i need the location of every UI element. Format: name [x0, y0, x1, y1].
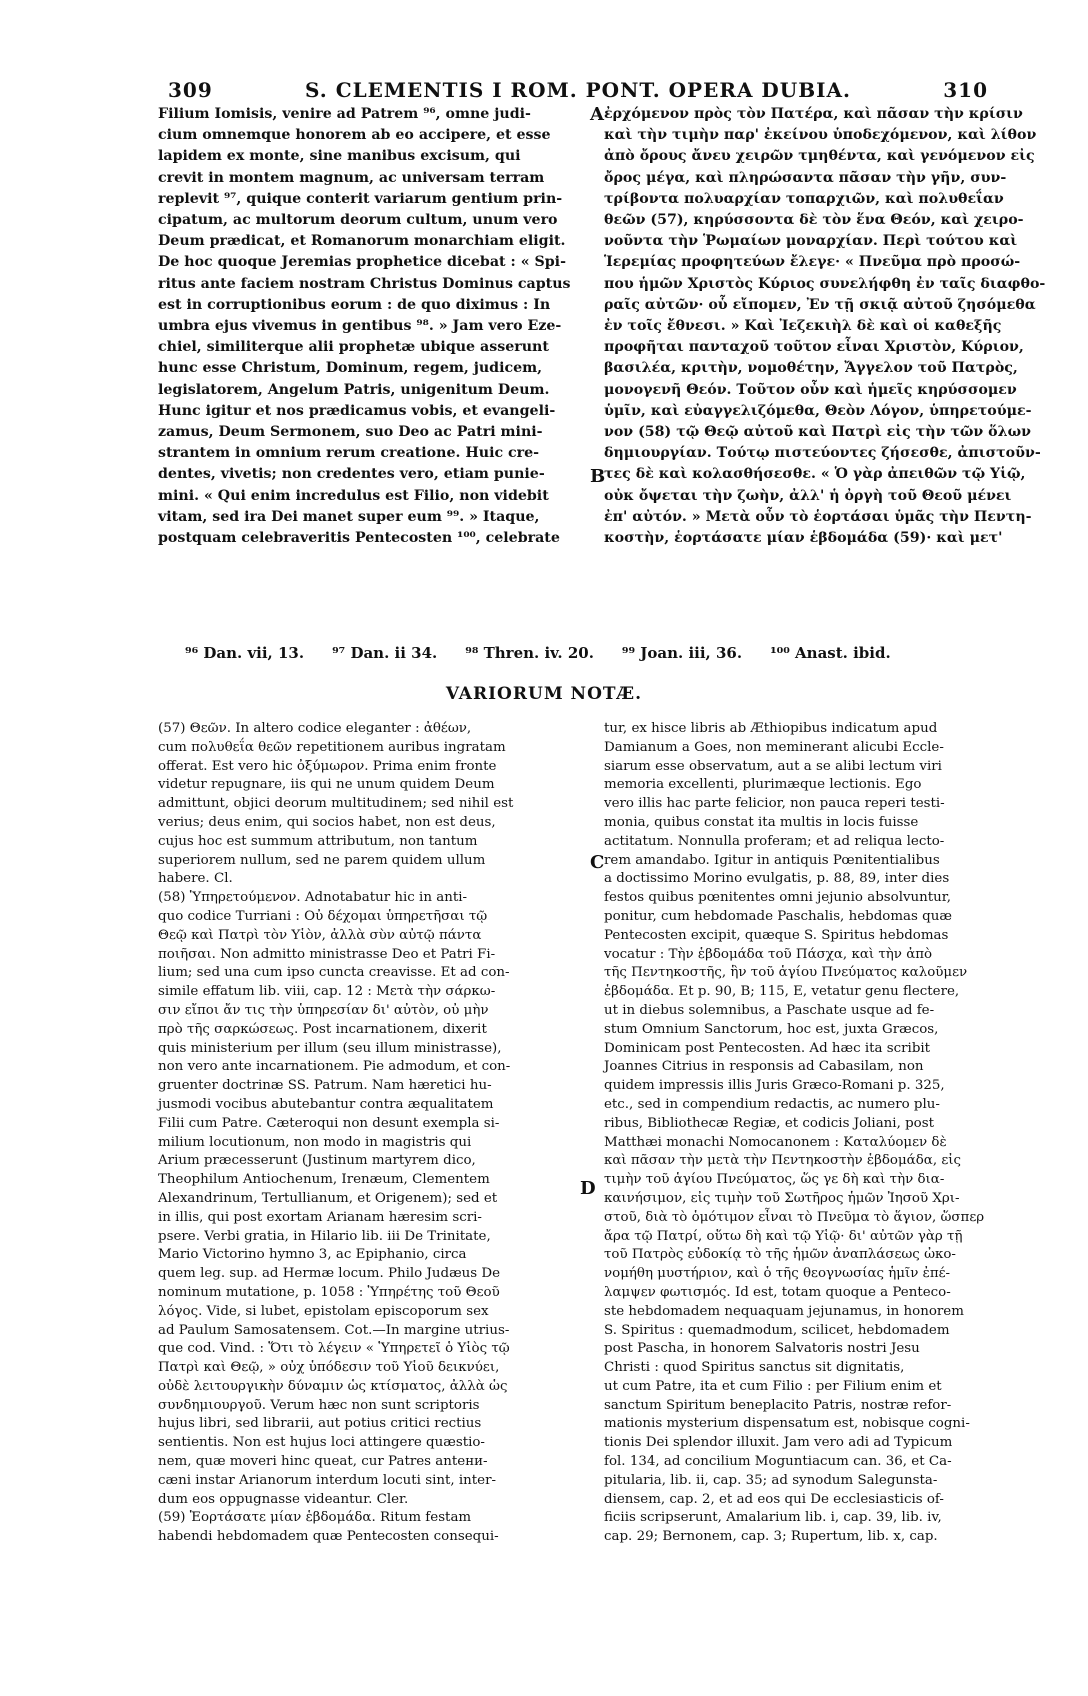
latin-text-line: chiel, similiterque alii prophetæ ubique asserunt — [158, 339, 549, 356]
running-header — [168, 78, 988, 104]
note-text-line: actitatum. Nonnulla proferam; et ad reliqua lecto- — [604, 833, 945, 849]
latin-text-line: est in corruptionibus eorum : de quo diximus : In — [158, 296, 551, 313]
note-text-line: verius; deus enim, qui socios habet, non est deus, — [158, 814, 496, 830]
note-text-line: ut cum Patre, ita et cum Filio : per Filium enim et — [604, 1378, 942, 1394]
greek-text-line: ὄρος μέγα, καὶ πληρώσαντα πᾶσαν τὴν γῆν, συν- — [604, 169, 1007, 186]
latin-text-line: Hunc igitur et nos prædicamus vobis, et evangeli- — [158, 402, 556, 419]
footnote-reference: ⁹⁶ Dan. vii, 13. — [185, 644, 305, 662]
latin-text-line: crevit in montem magnum, ac universam terram — [158, 169, 545, 186]
latin-text-line: replevit ⁹⁷, quique conterit variarum gentium prin- — [158, 190, 563, 207]
note-text-line: offerat. Est vero hic ὀξύμωρον. Prima enim fronte — [158, 758, 497, 774]
note-text-line: S. Spiritus : quemadmodum, scilicet, hebdomadem — [604, 1322, 950, 1338]
note-text-line: rem amandabo. Igitur in antiquis Pœnitentialibus — [604, 852, 940, 868]
note-text-line: cum πολυθεΐα θεῶν repetitionem auribus ingratam — [158, 739, 506, 755]
latin-text-line: cipatum, ac multorum deorum cultum, unum vero — [158, 212, 558, 229]
note-text-line: ribus, Bibliothecæ Regiæ, et codicis Joliani, post — [604, 1115, 934, 1131]
greek-text-line: που ἡμῶν Χριστὸς Κύριος συνελήφθη ἐν ταῖς διαφθο- — [604, 275, 1046, 292]
note-text-line: festos quibus pœnitentes omni jejunio absolvuntur, — [604, 890, 951, 906]
note-text-line: sanctum Spiritum beneplacito Patris, nostræ refor- — [604, 1397, 952, 1413]
greek-text-line: τρίβοντα πολυαρχίαν τοπαρχιῶν, καὶ πολυθεΐαν — [604, 190, 1004, 207]
note-text-line: tionis Dei splendor illuxit. Jam vero adi ad Typicum — [604, 1435, 953, 1451]
latin-text-column — [158, 104, 586, 624]
note-text-line: Πατρὶ καὶ Θεῷ, » οὐχ ὑπόδεσιν τοῦ Υἱοῦ δεικνύει, — [158, 1360, 500, 1376]
note-text-line: Matthæi monachi Nomocanonem : Καταλύομεν δὲ — [604, 1134, 947, 1150]
note-text-line: cap. 29; Bernonem, cap. 3; Rupertum, lib. x, cap. — [604, 1529, 938, 1545]
note-text-line: cæni instar Arianorum interdum locuti sint, inter- — [158, 1472, 497, 1488]
note-text-line: nominum mutatione, p. 1058 : Ὑπηρέτης τοῦ Θεοῦ — [158, 1284, 500, 1300]
notes-left-column — [158, 720, 586, 1610]
note-text-line: ficiis scripserunt, Amalarium lib. i, cap. 39, lib. iv, — [604, 1510, 942, 1526]
latin-text-line: dentes, vivetis; non credentes vero, etiam punie- — [158, 466, 545, 483]
footnote-reference: ¹⁰⁰ Anast. ibid. — [770, 644, 891, 662]
note-text-line: psere. Verbi gratia, in Hilario lib. iii De Trinitate, — [158, 1228, 491, 1244]
greek-text-line: κοστὴν, ἑορτάσατε μίαν ἑβδομάδα (59)· καὶ μετ' — [604, 530, 1003, 547]
latin-text-line: Filium Iomisis, venire ad Patrem ⁹⁶, omne judi- — [158, 106, 531, 122]
note-text-line: Pentecosten excipit, quæque S. Spiritus hebdomas — [604, 927, 949, 943]
latin-text-line: De hoc quoque Jeremias prophetice dicebat : « Spi- — [158, 254, 566, 271]
note-text-line: hujus libri, sed librarii, aut potius critici rectius — [158, 1416, 482, 1432]
note-text-line: καὶ πᾶσαν τὴν μετὰ τὴν Πεντηκοστὴν ἑβδομάδα, εἰς — [604, 1153, 962, 1169]
running-title: S. CLEMENTIS I ROM. PONT. OPERA DUBIA. — [305, 78, 851, 102]
latin-text-line: cium omnemque honorem ab eo accipere, et esse — [158, 127, 551, 144]
note-text-line: Θεῷ καὶ Πατρὶ τὸν Υἱὸν, ἀλλὰ σὺν αὐτῷ πάντα — [158, 927, 482, 943]
note-text-line: ut in diebus solemnibus, a Paschate usque ad fe- — [604, 1002, 935, 1018]
note-text-line: ad Paulum Samosatensem. Cot.—In margine utrius- — [158, 1322, 510, 1338]
latin-text-line: umbra ejus vivemus in gentibus ⁹⁸. » Jam vero Eze- — [158, 318, 562, 335]
note-text-line: a doctissimo Morino evulgatis, p. 88, 89, inter dies — [604, 871, 950, 887]
note-text-line: stum Omnium Sanctorum, hoc est, juxta Græcos, — [604, 1021, 939, 1037]
note-text-line: quidem impressis illis Juris Græco-Romani p. 325, — [604, 1078, 945, 1094]
note-text-line: στοῦ, διὰ τὸ ὁμότιμον εἶναι τὸ Πνεῦμα τὸ ἅγιον, ὥσπερ — [604, 1209, 985, 1225]
latin-text-line: vitam, sed ira Dei manet super eum ⁹⁹. » Itaque, — [158, 508, 540, 525]
note-text-line: post Pascha, in honorem Salvatoris nostri Jesu — [604, 1341, 920, 1357]
greek-text-line: ἐπ' αὐτόν. » Μετὰ οὖν τὸ ἑορτάσαι ὑμᾶς τὴν Πεντη- — [604, 508, 1032, 525]
greek-text-line: ἐρχόμενον πρὸς τὸν Πατέρα, καὶ πᾶσαν τὴν κρίσιν — [604, 106, 1023, 122]
footnote-reference: ⁹⁷ Dan. ii 34. — [332, 644, 438, 662]
note-text-line: Filii cum Patre. Cæteroqui non desunt exempla si- — [158, 1115, 500, 1131]
note-text-line: (59) Ἑορτάσατε μίαν ἑβδομάδα. Ritum festam — [158, 1510, 472, 1526]
note-text-line: mationis mysterium dispensatum est, nobisque cogni- — [604, 1416, 970, 1432]
greek-text-line: Ἱερεμίας προφητεύων ἔλεγε· « Πνεῦμα πρὸ προσώ- — [604, 254, 1021, 271]
note-text-line: Arium præcesserunt (Justinum martyrem dico, — [158, 1153, 476, 1169]
note-text-line: siarum esse observatum, aut a se alibi lectum viri — [604, 758, 942, 774]
note-text-line: συνδημιουργοῦ. Verum hæc non sunt scriptoris — [158, 1397, 480, 1413]
note-text-line: ἄρα τῷ Πατρί, οὕτω δὴ καὶ τῷ Υἱῷ· δι' αὐτῶν γὰρ τῇ — [604, 1228, 963, 1244]
note-text-line: gruenter doctrinæ SS. Patrum. Nam hæretici hu- — [158, 1078, 492, 1094]
latin-text-line: mini. « Qui enim incredulus est Filio, non videbit — [158, 487, 549, 504]
note-text-line: memoria excellenti, plurimæque lectionis. Ego — [604, 777, 922, 793]
note-text-line: Joannes Citrius in responsis ad Cabasilam, non — [604, 1059, 924, 1075]
greek-text-line: οὐκ ὄψεται τὴν ζωὴν, ἀλλ' ἡ ὀργὴ τοῦ Θεοῦ μένει — [604, 487, 1012, 504]
note-text-line: videtur repugnare, iis qui ne unum quidem Deum — [158, 777, 495, 793]
latin-text-line: Deum prædicat, et Romanorum monarchiam eligit. — [158, 233, 566, 250]
note-text-line: diensem, cap. 2, et ad eos qui De ecclesiasticis of- — [604, 1491, 944, 1507]
note-text-line: Damianum a Goes, non meminerant alicubi Eccle- — [604, 739, 944, 755]
greek-text-line: προφῆται πανταχοῦ τοῦτον εἶναι Χριστὸν, Κύριον, — [604, 339, 1024, 356]
note-text-line: quis ministerium per illum (seu illum ministrasse), — [158, 1040, 502, 1056]
greek-text-line: δημιουργίαν. Τούτῳ πιστεύοντες ζήσεσθε, ἀπιστοῦν- — [604, 445, 1041, 462]
note-text-line: superiorem nullum, sed ne parem quidem ullum — [158, 852, 486, 868]
note-text-line: fol. 134, ad concilium Moguntiacum can. 36, et Ca- — [604, 1454, 952, 1470]
greek-text-line: βασιλέα, κριτὴν, νομοθέτην, Ἄγγελον τοῦ Πατρὸς, — [604, 360, 1018, 377]
page-number-left: 309 — [168, 78, 213, 102]
greek-text-line: ἐν τοῖς ἔθνεσι. » Καὶ Ἰεζεκιὴλ δὲ καὶ οἱ καθεξῆς — [604, 318, 1002, 335]
note-text-line: (57) Θεῶν. In altero codice eleganter : ἀθέων, — [158, 721, 472, 736]
note-text-line: in illis, qui post exortam Arianam hæresim scri- — [158, 1209, 482, 1225]
note-text-line: vocatur : Τὴν ἑβδομάδα τοῦ Πάσχα, καὶ τὴν ἀπὸ — [604, 946, 933, 962]
note-text-line: ste hebdomadem nequaquam jejunamus, in honorem — [604, 1303, 964, 1319]
note-text-line: quem leg. sup. ad Hermæ locum. Philo Judæus De — [158, 1266, 501, 1282]
note-text-line: simile effatum lib. viii, cap. 12 : Μετὰ τὴν σάρκω- — [158, 984, 496, 1000]
note-text-line: admittunt, objici deorum multitudinem; sed nihil est — [158, 796, 514, 812]
footnote-reference: ⁹⁹ Joan. iii, 36. — [621, 644, 743, 662]
note-text-line: monia, quibus constat ita multis in locis fuisse — [604, 814, 919, 830]
section-marker-d: D — [580, 1178, 596, 1199]
note-text-line: Christi : quod Spiritus sanctus sit dignitatis, — [604, 1360, 905, 1376]
note-text-line: dum eos oppugnasse videantur. Cler. — [158, 1491, 409, 1507]
note-text-line: Dominicam post Pentecosten. Ad hæc ita scribit — [604, 1040, 931, 1056]
note-text-line: sentientis. Non est hujus loci attingere quæstio- — [158, 1435, 485, 1451]
section-marker-a: A — [590, 104, 604, 125]
note-text-line: cujus hoc est summum attributum, non tantum — [158, 833, 478, 849]
greek-text-line: θεῶν (57), κηρύσσοντα δὲ τὸν ἕνα Θεόν, καὶ χειρο- — [604, 212, 1024, 229]
section-marker-c: C — [590, 852, 605, 873]
note-text-line: τοῦ Πατρὸς εὐδοκίᾳ τὸ τῆς ἡμῶν ἀναπλάσεως ὠκο- — [604, 1247, 956, 1263]
note-text-line: λόγος. Vide, si lubet, epistolam episcoporum sex — [158, 1303, 489, 1319]
latin-text-line: postquam celebraveritis Pentecosten ¹⁰⁰, celebrate — [158, 530, 560, 547]
note-text-line: λαμψεν φωτισμός. Id est, totam quoque a Penteco- — [604, 1284, 951, 1300]
note-text-line: Theophilum Antiochenum, Irenæum, Clementem — [158, 1172, 490, 1188]
page-number-right: 310 — [943, 78, 988, 102]
note-text-line: νομήθη μυστήριον, καὶ ὁ τῆς θεογνωσίας ἡμῖν ἐπέ- — [604, 1266, 951, 1282]
greek-text-line: ραῖς αὐτῶν· οὗ εἴπομεν, Ἐν τῇ σκιᾷ αὐτοῦ ζησόμεθα — [604, 296, 1036, 313]
latin-text-line: lapidem ex monte, sine manibus excisum, qui — [158, 148, 521, 165]
note-text-line: tur, ex hisce libris ab Æthiopibus indicatum apud — [604, 721, 938, 736]
note-text-line: ponitur, cum hebdomade Paschalis, hebdomas quæ — [604, 908, 952, 924]
latin-text-line: strantem in omnium rerum creatione. Huic cre- — [158, 445, 540, 462]
note-text-line: οὐδὲ λειτουργικὴν δύναμιν ὡς κτίσματος, ἀλλὰ ὡς — [158, 1378, 508, 1394]
note-text-line: que cod. Vind. : Ὅτι τὸ λέγειν « Ὑπηρετεῖ ὁ Υἱὸς τῷ — [158, 1341, 510, 1357]
greek-text-line: μονογενῆ Θεόν. Τοῦτον οὖν καὶ ἡμεῖς κηρύσσομεν — [604, 381, 1017, 398]
scripture-footnotes — [185, 644, 975, 668]
latin-text-line: hunc esse Christum, Dominum, regem, judicem, — [158, 360, 543, 377]
greek-text-line: ἀπὸ ὄρους ἄνευ χειρῶν τμηθέντα, καὶ γενόμενον εἰς — [604, 148, 1035, 165]
section-marker-b: B — [590, 466, 606, 487]
greek-text-line: τες δὲ καὶ κολασθήσεσθε. « Ὁ γὰρ ἀπειθῶν τῷ Υἱῷ, — [604, 466, 1026, 483]
note-text-line: ποιῆσαι. Non admitto ministrasse Deo et Patri Fi- — [158, 946, 496, 962]
note-text-line: τιμὴν τοῦ ἁγίου Πνεύματος, ὥς γε δὴ καὶ τὴν δια- — [604, 1172, 945, 1188]
note-text-line: τῆς Πεντηκοστῆς, ἣν τοῦ ἁγίου Πνεύματος καλοῦμεν — [604, 965, 968, 981]
note-text-line: lium; sed una cum ipso cuncta creavisse. Et ad con- — [158, 965, 510, 981]
notes-right-column — [604, 720, 988, 1610]
greek-text-line: νον (58) τῷ Θεῷ αὐτοῦ καὶ Πατρὶ εἰς τὴν τῶν ὅλων — [604, 424, 1031, 441]
note-text-line: σιν εἴποι ἄν τις τὴν ὑπηρεσίαν δι' αὐτὸν, οὐ μὴν — [158, 1002, 489, 1018]
note-text-line: πρὸ τῆς σαρκώσεως. Post incarnationem, dixerit — [158, 1021, 487, 1037]
note-text-line: ἑβδομάδα. Et p. 90, B; 115, E, vetatur genu flectere, — [604, 984, 960, 1000]
latin-text-line: zamus, Deum Sermonem, suo Deo ac Patri mini- — [158, 424, 543, 441]
latin-text-line: legislatorem, Angelum Patris, unigenitum Deum. — [158, 381, 550, 398]
latin-text-line: ritus ante faciem nostram Christus Dominus captus — [158, 275, 571, 292]
note-text-line: (58) Ὑπηρετούμενον. Adnotabatur hic in anti- — [158, 890, 468, 906]
note-text-line: pitularia, lib. ii, cap. 35; ad synodum Salegunsta- — [604, 1472, 938, 1488]
note-text-line: milium locutionum, non modo in magistris qui — [158, 1134, 472, 1150]
note-text-line: Mario Victorino hymno 3, ac Epiphanio, circa — [158, 1247, 467, 1263]
note-text-line: Alexandrinum, Tertullianum, et Origenem); sed et — [158, 1190, 498, 1206]
note-text-line: vero illis hac parte felicior, non pauca reperi testi- — [604, 796, 945, 812]
note-text-line: καινήσιμον, εἰς τιμὴν τοῦ Σωτῆρος ἡμῶν Ἰησοῦ Χρι- — [604, 1190, 960, 1206]
note-text-line: etc., sed in compendium redactis, ac numero plu- — [604, 1096, 940, 1112]
footnote-reference: ⁹⁸ Thren. iv. 20. — [465, 644, 594, 662]
greek-text-line: ὑμῖν, καὶ εὐαγγελιζόμεθα, Θεὸν Λόγον, ὑπηρετούμε- — [604, 402, 1032, 419]
variorum-notes-title: VARIORUM NOTÆ. — [445, 684, 643, 704]
note-text-line: quo codice Turriani : Οὐ δέχομαι ὑπηρετῆσαι τῷ — [158, 908, 488, 924]
greek-text-line: νοῦντα τὴν Ῥωμαίων μοναρχίαν. Περὶ τούτου καὶ — [604, 233, 1018, 250]
note-text-line: habendi hebdomadem quæ Pentecosten consequi- — [158, 1529, 499, 1545]
note-text-line: nem, quæ moveri hinc queat, cur Patres antени- — [158, 1454, 488, 1470]
greek-text-column — [604, 104, 1046, 624]
greek-text-line: καὶ τὴν τιμὴν παρ' ἐκείνου ὑποδεχόμενον, καὶ λίθον — [604, 127, 1037, 144]
note-text-line: habere. Cl. — [158, 871, 233, 887]
note-text-line: non vero ante incarnationem. Pie admodum, et con- — [158, 1059, 511, 1075]
note-text-line: jusmodi vocibus abutebantur contra æqualitatem — [158, 1096, 494, 1112]
